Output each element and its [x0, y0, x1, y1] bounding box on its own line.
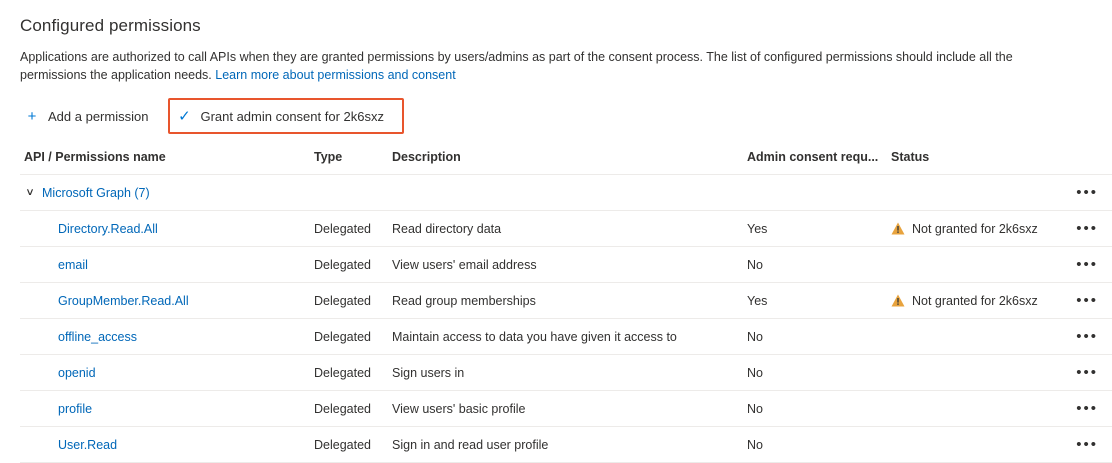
permission-admin-consent-cell: Yes	[743, 283, 887, 319]
description-text	[20, 48, 1020, 84]
warning-icon	[891, 222, 905, 235]
permission-description-cell: Sign users in	[388, 355, 743, 391]
row-context-menu-icon[interactable]: •••	[1076, 292, 1098, 309]
column-header-type: Type	[310, 146, 388, 175]
permission-name-link[interactable]: profile	[58, 401, 93, 416]
row-context-menu-icon[interactable]: •••	[1076, 328, 1098, 345]
permission-type-cell: Delegated	[310, 283, 388, 319]
permission-type-cell: Delegated	[310, 391, 388, 427]
permission-admin-consent-cell: No	[743, 427, 887, 463]
permission-description-cell: View users' email address	[388, 247, 743, 283]
permission-admin-consent-cell: Yes	[743, 211, 887, 247]
permission-status-cell	[887, 283, 1072, 319]
row-menu-cell	[1072, 427, 1112, 463]
permission-admin-consent-cell: No	[743, 391, 887, 427]
column-header-menu	[1072, 146, 1112, 175]
table-row	[20, 427, 1112, 463]
row-context-menu-icon[interactable]: •••	[1076, 220, 1098, 237]
permission-name-link[interactable]: openid	[58, 365, 96, 380]
permission-name-link[interactable]: GroupMember.Read.All	[58, 293, 189, 308]
permission-status-cell	[887, 391, 1072, 427]
permission-type-cell: Delegated	[310, 211, 388, 247]
column-header-name: API / Permissions name	[20, 146, 310, 175]
column-header-admin-consent: Admin consent requ...	[743, 146, 887, 175]
permission-name-cell	[20, 211, 310, 247]
permission-status-cell	[887, 355, 1072, 391]
row-menu-cell	[1072, 391, 1112, 427]
permission-name-link[interactable]: email	[58, 257, 88, 272]
row-menu-cell	[1072, 211, 1112, 247]
permission-type-cell: Delegated	[310, 247, 388, 283]
table-row	[20, 355, 1112, 391]
table-row	[20, 247, 1112, 283]
page-title: Configured permissions	[20, 16, 201, 35]
grant-admin-consent-button[interactable]	[172, 101, 396, 131]
add-permission-label: Add a permission	[48, 108, 149, 124]
permission-description-cell: Sign in and read user profile	[388, 427, 743, 463]
table-row	[20, 391, 1112, 427]
group-label-microsoft-graph[interactable]: Microsoft Graph (7)	[42, 185, 150, 200]
row-context-menu-icon[interactable]: •••	[1076, 400, 1098, 417]
add-permission-button[interactable]	[20, 101, 160, 131]
table-row	[20, 283, 1112, 319]
permission-name-cell	[20, 283, 310, 319]
group-cell	[20, 175, 1072, 211]
table-group-row	[20, 175, 1112, 211]
permission-name-cell	[20, 391, 310, 427]
permission-name-cell	[20, 355, 310, 391]
warning-icon	[891, 294, 905, 307]
column-header-status: Status	[887, 146, 1072, 175]
plus-icon: +	[27, 107, 37, 125]
permission-status-cell	[887, 247, 1072, 283]
grant-admin-consent-label: Grant admin consent for 2k6sxz	[200, 108, 384, 124]
permission-admin-consent-cell: No	[743, 319, 887, 355]
permission-name-link[interactable]: Directory.Read.All	[58, 221, 158, 236]
permission-status-cell	[887, 319, 1072, 355]
learn-more-link[interactable]: Learn more about permissions and consent	[215, 68, 456, 82]
row-menu-cell	[1072, 355, 1112, 391]
permission-admin-consent-cell: No	[743, 247, 887, 283]
permission-status-text: Not granted for 2k6sxz	[912, 221, 1038, 236]
row-menu-cell	[1072, 283, 1112, 319]
permission-admin-consent-cell: No	[743, 355, 887, 391]
permission-description-cell: Read directory data	[388, 211, 743, 247]
table-header	[20, 146, 1112, 175]
permission-name-cell	[20, 247, 310, 283]
permission-description-cell: Maintain access to data you have given it access to	[388, 319, 743, 355]
checkmark-icon: ✓	[178, 107, 191, 125]
permission-type-cell: Delegated	[310, 355, 388, 391]
permission-name-link[interactable]: offline_access	[58, 329, 137, 344]
permission-type-cell: Delegated	[310, 427, 388, 463]
permission-status-cell	[887, 427, 1072, 463]
group-context-menu-icon[interactable]: •••	[1076, 184, 1098, 201]
permission-description-cell: View users' basic profile	[388, 391, 743, 427]
permission-status-cell	[887, 211, 1072, 247]
grant-consent-highlight	[168, 98, 404, 134]
command-bar	[20, 100, 1040, 132]
permission-status-text: Not granted for 2k6sxz	[912, 293, 1038, 308]
permission-type-cell: Delegated	[310, 319, 388, 355]
row-context-menu-icon[interactable]: •••	[1076, 436, 1098, 453]
permissions-table	[20, 146, 1112, 463]
chevron-down-icon[interactable]: ∨	[25, 186, 35, 198]
table-row	[20, 319, 1112, 355]
row-menu-cell	[1072, 319, 1112, 355]
permission-name-cell	[20, 427, 310, 463]
description-body: Applications are authorized to call APIs when they are granted permissions by users/admins as part of the consent process. The list of configured permissions should include all the permissions the application needs.	[20, 50, 1013, 82]
group-menu-cell	[1072, 175, 1112, 211]
permission-name-link[interactable]: User.Read	[58, 437, 118, 452]
row-menu-cell	[1072, 247, 1112, 283]
permission-description-cell: Read group memberships	[388, 283, 743, 319]
column-header-description: Description	[388, 146, 743, 175]
permission-name-cell	[20, 319, 310, 355]
row-context-menu-icon[interactable]: •••	[1076, 256, 1098, 273]
table-row	[20, 211, 1112, 247]
row-context-menu-icon[interactable]: •••	[1076, 364, 1098, 381]
